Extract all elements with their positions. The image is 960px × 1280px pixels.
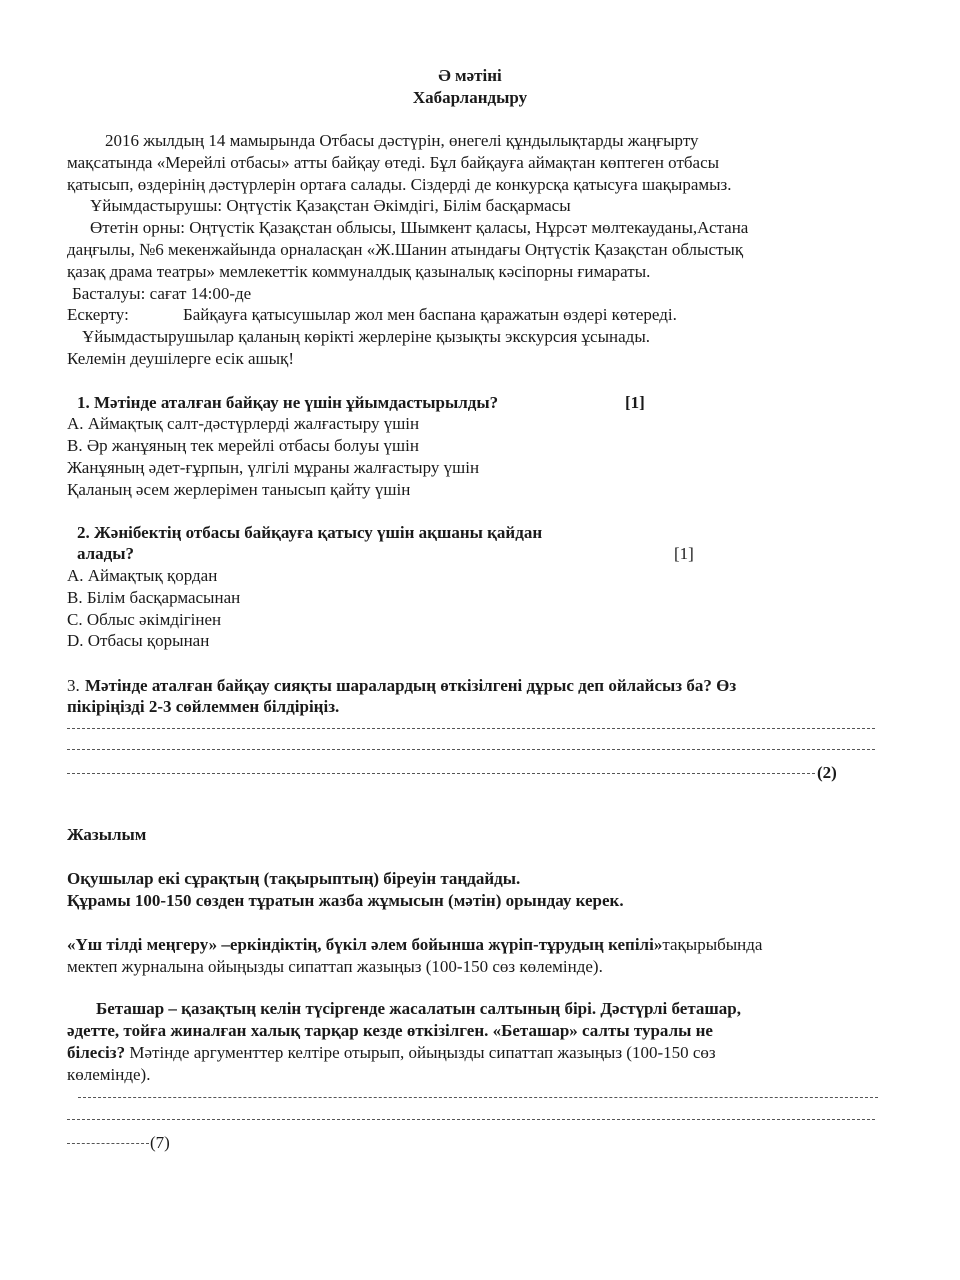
answer-line	[67, 773, 815, 774]
answer-line	[67, 1143, 149, 1144]
option: А. Аймақтық қордан	[67, 566, 218, 585]
note-text: Байқауға қатысушылар жол мен баспана қаражатын өздері көтереді.	[183, 305, 677, 324]
topic-2: Беташар – қазақтың келін түсіргенде жасалатын салтының бірі. Дәстүрлі беташар,	[96, 999, 741, 1018]
answer-line	[67, 749, 875, 750]
answer-line	[67, 1119, 875, 1120]
topic-2-question: білесіз?	[67, 1043, 126, 1062]
option: В. Білім басқармасынан	[67, 588, 241, 607]
question-3-number: 3.	[67, 676, 80, 695]
question-1: 1. Мәтінде аталған байқау не үшін ұйымдастырылды?	[77, 393, 499, 412]
start-time-line: Басталуы: сағат 14:00-де	[72, 284, 252, 303]
writing-heading: Жазылым	[67, 825, 147, 844]
question-3: Мәтінде аталған байқау сияқты шаралардың өткізілгені дұрыс деп ойлайсыз ба? Өз	[85, 676, 737, 695]
topic-2-instruction: Мәтінде аргументтер келтіре отырып, ойыңызды сипаттап жазыңыз (100-150 сөз	[125, 1043, 716, 1062]
topic-1: мектеп журналына ойыңызды сипаттап жазыңыз (100-150 сөз көлемінде).	[67, 957, 603, 976]
option: А. Аймақтық салт-дәстүрлерді жалғастыру үшін	[67, 414, 420, 433]
option: Жанұяның әдет-ғұрпын, үлгілі мұраны жалғастыру үшін	[67, 458, 480, 477]
topic-1	[67, 935, 762, 955]
question-2: алады?	[77, 544, 135, 563]
excursion-line: Ұйымдастырушылар қаланың көрікті жерлеріне қызықты экскурсия ұсынады.	[82, 327, 650, 346]
option: В. Әр жанұяның тек мерейлі отбасы болуы үшін	[67, 436, 419, 455]
answer-line	[67, 728, 875, 729]
organizer-line: Ұйымдастырушы: Оңтүстік Қазақстан Әкімдігі, Білім басқармасы	[90, 196, 571, 215]
topic-2	[67, 1043, 716, 1063]
writing-score: (7)	[150, 1133, 170, 1152]
question-1-score: [1]	[625, 393, 645, 412]
option: Қаланың әсем жерлерімен танысып қайту үшін	[67, 480, 411, 499]
venue-line: қазақ драма театры» мемлекеттік коммуналдық қазыналық кәсіпорны ғимараты.	[67, 262, 651, 281]
page-title: Хабарландыру	[412, 88, 528, 107]
venue-line: Өтетін орны: Оңтүстік Қазақстан облысы, Шымкент қаласы, Нұрсәт мөлтекауданы,Астана	[90, 218, 749, 237]
announcement-line: қатысып, өздерінің дәстүрлерін ортаға салады. Сіздерді де конкурсқа қатысуға шақырамыз.	[67, 175, 732, 194]
option: D. Отбасы қорынан	[67, 631, 210, 650]
announcement-line: 2016 жылдың 14 мамырында Отбасы дәстүрін, өнегелі құндылықтарды жаңғырту	[105, 131, 699, 150]
question-3: пікіріңізді 2-3 сөйлеммен білдіріңіз.	[67, 697, 340, 716]
welcome-line: Келемін деушілерге есік ашық!	[67, 349, 294, 368]
question-3-score: (2)	[817, 763, 837, 782]
note-label: Ескерту:	[67, 305, 129, 324]
option: С. Облыс әкімдігінен	[67, 610, 222, 629]
topic-1-suffix: тақырыбында	[662, 935, 763, 954]
topic-1-title: «Үш тілді меңгеру» –еркіндіктің, бүкіл әлем бойынша жүріп-тұрудың кепілі»	[67, 935, 663, 954]
writing-instruction: Құрамы 100-150 сөзден тұратын жазба жұмысын (мәтін) орындау керек.	[67, 891, 624, 910]
answer-line	[78, 1097, 878, 1098]
question-2: 2. Жәнібектің отбасы байқауға қатысу үшін ақшаны қайдан	[77, 523, 543, 542]
announcement-line: мақсатында «Мерейлі отбасы» атты байқау өтеді. Бұл байқауға аймақтан көптеген отбасы	[67, 153, 720, 172]
section-title: Ә мәтіні	[438, 66, 502, 85]
topic-2: көлемінде).	[67, 1065, 151, 1084]
venue-line: даңғылы, №6 мекенжайында орналасқан «Ж.Шанин атындағы Оңтүстік Қазақстан облыстық	[67, 240, 744, 259]
topic-2: әдетте, тойға жиналған халық тарқар кезде өткізілген. «Беташар» салты туралы не	[67, 1021, 713, 1040]
question-2-score: [1]	[674, 544, 694, 563]
writing-instruction: Оқушылар екі сұрақтың (тақырыптың) біреуін таңдайды.	[67, 869, 521, 888]
